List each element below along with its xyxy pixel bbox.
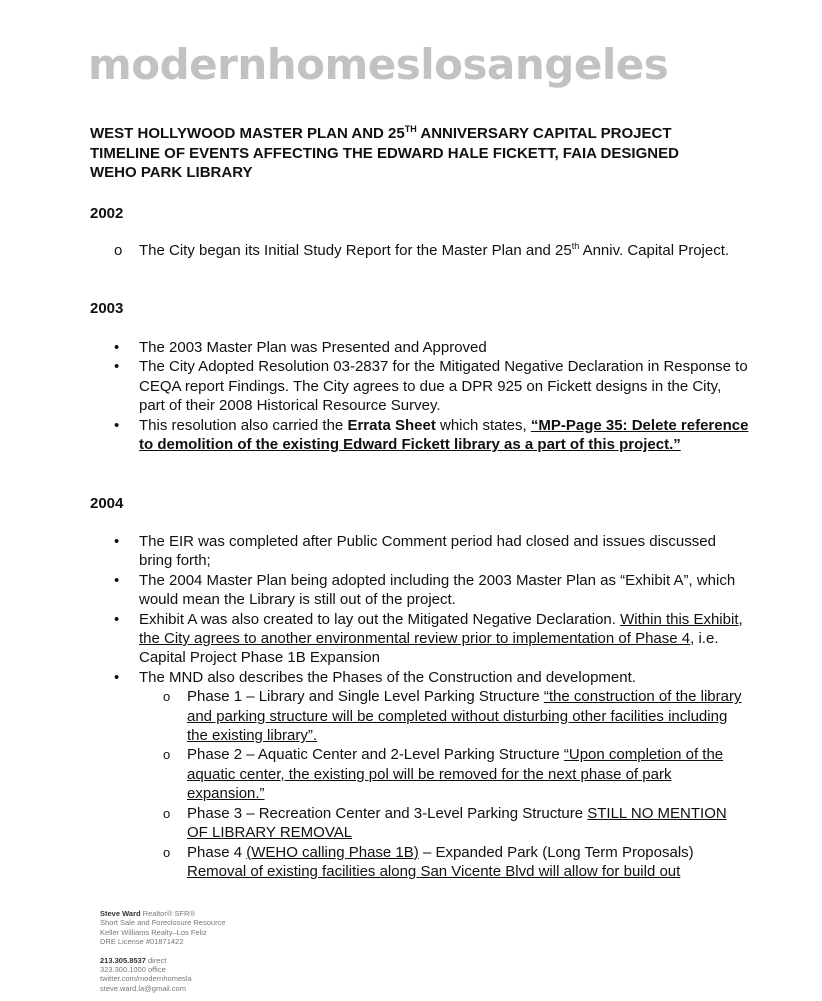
list-item bbox=[90, 416, 750, 455]
direct-phone: 213.305.8537 bbox=[100, 955, 146, 965]
title-line-3: WEHO PARK LIBRARY bbox=[90, 164, 253, 181]
circle-bullet-icon: o bbox=[163, 747, 171, 763]
list-item bbox=[90, 357, 750, 415]
phase-item-2 bbox=[90, 745, 750, 803]
item-text-post: Anniv. Capital Project. bbox=[579, 242, 730, 259]
list-item bbox=[90, 571, 750, 610]
signature-footer bbox=[100, 909, 225, 993]
item-text: Exhibit A was also created to lay out the Mitigated Negative Declaration. bbox=[139, 610, 621, 628]
item-text-mid: which states, bbox=[435, 416, 531, 434]
phase-quote: “the construction of the library and parking structure will be completed without disturbing other facilities including the existing library”. bbox=[187, 688, 742, 745]
bullet-icon: • bbox=[114, 571, 120, 589]
title-line-1-pre: WEST HOLLYWOOD MASTER PLAN AND 25 bbox=[90, 125, 405, 142]
bullet-icon: • bbox=[114, 610, 120, 628]
title-line-2: TIMELINE OF EVENTS AFFECTING THE EDWARD HALE FICKETT, FAIA DESIGNED bbox=[90, 144, 679, 162]
phase-note: (WEHO calling Phase 1B) bbox=[246, 843, 419, 861]
bullet-icon: • bbox=[114, 533, 120, 550]
phase-title: Phase 3 – Recreation Center and 3-Level Parking Structure bbox=[187, 804, 588, 822]
email-link[interactable]: steve.ward.la@gmail.com bbox=[100, 983, 186, 993]
list-2004 bbox=[90, 532, 750, 881]
phase-item-3 bbox=[90, 804, 750, 843]
phase-title: Phase 4 bbox=[187, 843, 247, 861]
agent-license: DRE License #01871422 bbox=[100, 937, 184, 947]
agent-credentials: Realtor® SFR® bbox=[140, 909, 195, 918]
title-line-1 bbox=[90, 125, 672, 142]
item-text: The MND also describes the Phases of the Construction and development. bbox=[139, 668, 636, 686]
circle-bullet-icon: o bbox=[163, 844, 171, 860]
list-item bbox=[90, 610, 750, 668]
bullet-icon: • bbox=[114, 358, 120, 376]
phase-item-1 bbox=[90, 687, 750, 745]
errata-sheet-label: Errata Sheet bbox=[347, 416, 436, 434]
footer-name-line bbox=[100, 909, 225, 918]
list-item bbox=[90, 532, 750, 571]
list-2002 bbox=[90, 241, 750, 260]
document-title bbox=[90, 124, 750, 183]
item-text: The 2003 Master Plan was Presented and Approved bbox=[139, 339, 487, 356]
year-heading-2002: 2002 bbox=[90, 205, 124, 222]
item-text-post: , i.e. Capital Project Phase 1B Expansion bbox=[139, 630, 719, 667]
year-heading-2004: 2004 bbox=[90, 495, 124, 512]
list-item bbox=[90, 668, 750, 881]
item-text: This resolution also carried the bbox=[139, 416, 348, 434]
item-superscript: th bbox=[571, 241, 580, 251]
item-text: The EIR was completed after Public Comment period had closed and issues discussed bring forth; bbox=[139, 533, 716, 570]
agent-name: Steve Ward bbox=[100, 909, 141, 918]
list-item bbox=[90, 241, 750, 260]
title-line-1-post: ANNIVERSARY CAPITAL PROJECT bbox=[416, 125, 672, 142]
office-phone: 323.300.1000 office bbox=[100, 965, 166, 975]
phase-subtitle: – Expanded Park (Long Term Proposals) bbox=[418, 843, 694, 861]
phase-list bbox=[139, 687, 750, 881]
item-text: The City began its Initial Study Report for the Master Plan and 25 bbox=[139, 242, 572, 259]
phase-quote: Removal of existing facilities along San Vicente Blvd will allow for build out bbox=[187, 862, 681, 880]
bullet-icon: • bbox=[114, 416, 120, 434]
list-item bbox=[90, 338, 750, 357]
footer-direct-line bbox=[100, 956, 225, 965]
agent-tagline: Short Sale and Foreclosure Resource bbox=[100, 918, 226, 928]
phase-item-4 bbox=[90, 843, 750, 882]
twitter-link[interactable]: twitter.com/modernhomesla bbox=[100, 974, 192, 984]
agent-brokerage: Keller Williams Realty–Los Feliz bbox=[100, 927, 207, 937]
phase-quote: STILL NO MENTION OF LIBRARY REMOVAL bbox=[187, 804, 727, 842]
circle-bullet-icon: o bbox=[114, 242, 123, 259]
item-text: The 2004 Master Plan being adopted including the 2003 Master Plan as “Exhibit A”, which would mean the Library is still out of the project. bbox=[139, 571, 736, 609]
phase-title: Phase 2 – Aquatic Center and 2-Level Parking Structure bbox=[187, 746, 564, 764]
circle-bullet-icon: o bbox=[163, 689, 171, 705]
phase-title: Phase 1 – Library and Single Level Parking Structure bbox=[187, 688, 544, 706]
phase-quote: “Upon completion of the aquatic center, the existing pol will be removed for the next phase of park expansion.” bbox=[187, 746, 724, 803]
errata-quote: “MP-Page 35: Delete reference to demolition of the existing Edward Fickett library as a part of this project.” bbox=[139, 416, 749, 454]
bullet-icon: • bbox=[114, 668, 120, 686]
direct-label: direct bbox=[145, 955, 167, 965]
brand-logo: modernhomeslosangeles bbox=[88, 40, 669, 89]
list-2003 bbox=[90, 338, 750, 454]
bullet-icon: • bbox=[114, 339, 120, 356]
title-superscript: TH bbox=[404, 124, 417, 134]
year-heading-2003: 2003 bbox=[90, 300, 124, 317]
item-underlined-text: Within this Exhibit, the City agrees to another environmental review prior to implementation of Phase 4 bbox=[139, 610, 743, 648]
circle-bullet-icon: o bbox=[163, 805, 171, 821]
item-text: The City Adopted Resolution 03-2837 for the Mitigated Negative Declaration in Response to CEQA report Findings. The City agrees to due a DPR 925 on Fickett designs in the City, part of their 2008 Historical Resource Survey. bbox=[139, 358, 748, 415]
